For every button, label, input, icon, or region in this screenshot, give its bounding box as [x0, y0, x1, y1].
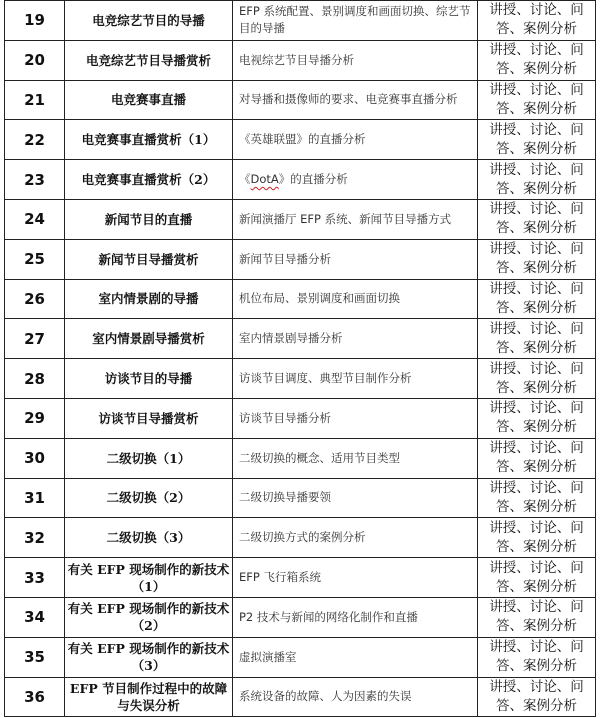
lesson-title: 访谈节目的导播	[65, 359, 233, 399]
table-row	[5, 80, 596, 120]
table-row	[5, 478, 596, 518]
teaching-method: 讲授、讨论、问答、案例分析	[478, 199, 596, 239]
table-row	[5, 677, 596, 717]
teaching-method: 讲授、讨论、问答、案例分析	[478, 518, 596, 558]
lesson-number: 28	[5, 359, 65, 399]
lesson-number: 25	[5, 239, 65, 279]
lesson-title: EFP 节目制作过程中的故障与失误分析	[65, 677, 233, 717]
content-suffix: 》的直播分析	[278, 172, 348, 187]
teaching-method: 讲授、讨论、问答、案例分析	[478, 597, 596, 637]
lesson-content: 室内情景剧导播分析	[233, 319, 478, 359]
teaching-method: 讲授、讨论、问答、案例分析	[478, 120, 596, 160]
lesson-number: 34	[5, 597, 65, 637]
table-row	[5, 518, 596, 558]
course-schedule-table	[4, 0, 596, 717]
teaching-method: 讲授、讨论、问答、案例分析	[478, 319, 596, 359]
table-row	[5, 637, 596, 677]
lesson-number: 22	[5, 120, 65, 160]
lesson-title: 室内情景剧的导播	[65, 279, 233, 319]
lesson-title: 新闻节目导播赏析	[65, 239, 233, 279]
lesson-content: 《英雄联盟》的直播分析	[233, 120, 478, 160]
lesson-number: 21	[5, 80, 65, 120]
lesson-title: 二级切换（1）	[65, 438, 233, 478]
content-prefix: 《	[239, 172, 251, 187]
lesson-title: 有关 EFP 现场制作的新技术（3）	[65, 637, 233, 677]
lesson-title: 访谈节目导播赏析	[65, 398, 233, 438]
teaching-method: 讲授、讨论、问答、案例分析	[478, 40, 596, 80]
teaching-method: 讲授、讨论、问答、案例分析	[478, 637, 596, 677]
lesson-number: 32	[5, 518, 65, 558]
lesson-number: 31	[5, 478, 65, 518]
lesson-number: 35	[5, 637, 65, 677]
lesson-content: 机位布局、景别调度和画面切换	[233, 279, 478, 319]
lesson-number: 30	[5, 438, 65, 478]
table-row	[5, 120, 596, 160]
lesson-title: 电竞综艺节目导播赏析	[65, 40, 233, 80]
teaching-method: 讲授、讨论、问答、案例分析	[478, 677, 596, 717]
lesson-title: 电竞赛事直播赏析（1）	[65, 120, 233, 160]
teaching-method: 讲授、讨论、问答、案例分析	[478, 478, 596, 518]
lesson-number: 19	[5, 1, 65, 41]
lesson-number: 27	[5, 319, 65, 359]
lesson-title: 二级切换（3）	[65, 518, 233, 558]
lesson-number: 29	[5, 398, 65, 438]
teaching-method: 讲授、讨论、问答、案例分析	[478, 80, 596, 120]
table-row	[5, 438, 596, 478]
course-schedule-sheet	[4, 0, 595, 717]
table-row	[5, 319, 596, 359]
lesson-content: 系统设备的故障、人为因素的失误	[233, 677, 478, 717]
lesson-content: 二级切换的概念、适用节目类型	[233, 438, 478, 478]
table-row	[5, 40, 596, 80]
table-row	[5, 398, 596, 438]
teaching-method: 讲授、讨论、问答、案例分析	[478, 558, 596, 598]
lesson-title: 电竞赛事直播赏析（2）	[65, 160, 233, 200]
lesson-title: 有关 EFP 现场制作的新技术（1）	[65, 558, 233, 598]
table-row	[5, 1, 596, 41]
lesson-number: 36	[5, 677, 65, 717]
lesson-title: 室内情景剧导播赏析	[65, 319, 233, 359]
lesson-content: 电视综艺节目导播分析	[233, 40, 478, 80]
teaching-method: 讲授、讨论、问答、案例分析	[478, 160, 596, 200]
lesson-content: 访谈节目调度、典型节目制作分析	[233, 359, 478, 399]
teaching-method: 讲授、讨论、问答、案例分析	[478, 279, 596, 319]
lesson-content: P2 技术与新闻的网络化制作和直播	[233, 597, 478, 637]
lesson-content: 二级切换方式的案例分析	[233, 518, 478, 558]
spellcheck-marked-word: DotA	[250, 172, 279, 187]
lesson-number: 33	[5, 558, 65, 598]
lesson-title: 电竞赛事直播	[65, 80, 233, 120]
lesson-number: 20	[5, 40, 65, 80]
table-row	[5, 199, 596, 239]
table-row	[5, 279, 596, 319]
teaching-method: 讲授、讨论、问答、案例分析	[478, 1, 596, 41]
lesson-content: 新闻演播厅 EFP 系统、新闻节目导播方式	[233, 199, 478, 239]
lesson-content	[233, 160, 478, 200]
lesson-title: 新闻节目的直播	[65, 199, 233, 239]
lesson-number: 26	[5, 279, 65, 319]
table-row	[5, 359, 596, 399]
lesson-number: 24	[5, 199, 65, 239]
teaching-method: 讲授、讨论、问答、案例分析	[478, 438, 596, 478]
teaching-method: 讲授、讨论、问答、案例分析	[478, 398, 596, 438]
table-row	[5, 239, 596, 279]
lesson-content: EFP 系统配置、景别调度和画面切换、综艺节目的导播	[233, 1, 478, 41]
table-row	[5, 597, 596, 637]
table-row	[5, 160, 596, 200]
lesson-content: 虚拟演播室	[233, 637, 478, 677]
lesson-content: 新闻节目导播分析	[233, 239, 478, 279]
lesson-content: 访谈节目导播分析	[233, 398, 478, 438]
lesson-title: 二级切换（2）	[65, 478, 233, 518]
teaching-method: 讲授、讨论、问答、案例分析	[478, 359, 596, 399]
schedule-body	[5, 1, 596, 717]
lesson-content: EFP 飞行箱系统	[233, 558, 478, 598]
table-row	[5, 558, 596, 598]
lesson-content: 对导播和摄像师的要求、电竞赛事直播分析	[233, 80, 478, 120]
teaching-method: 讲授、讨论、问答、案例分析	[478, 239, 596, 279]
lesson-number: 23	[5, 160, 65, 200]
lesson-title: 有关 EFP 现场制作的新技术（2）	[65, 597, 233, 637]
lesson-content: 二级切换导播要领	[233, 478, 478, 518]
lesson-title: 电竞综艺节目的导播	[65, 1, 233, 41]
